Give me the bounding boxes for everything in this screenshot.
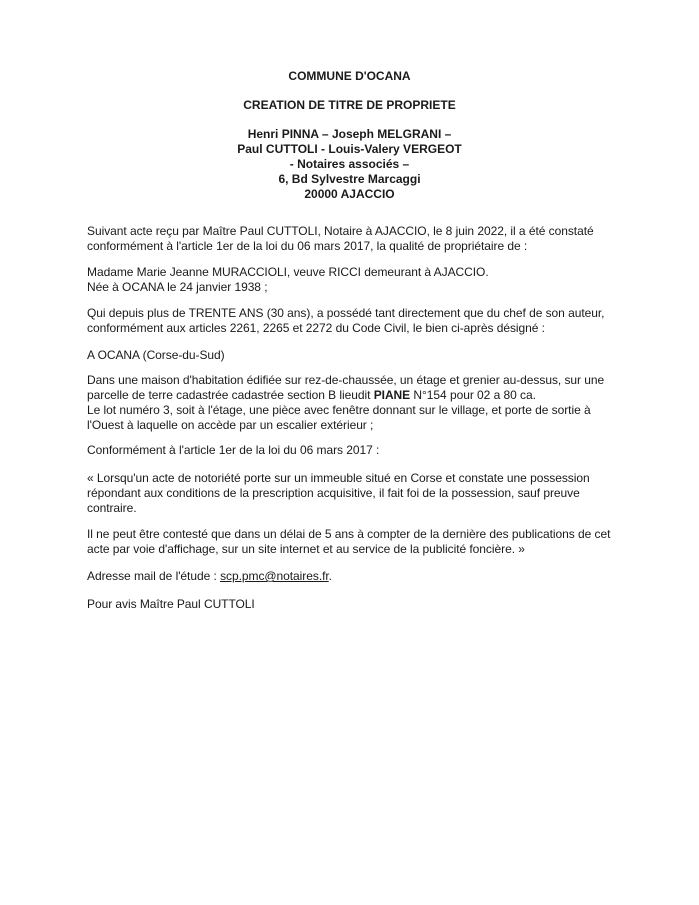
- owner-name-line: Madame Marie Jeanne MURACCIOLI, veuve RICCI demeurant à AJACCIO.: [87, 265, 489, 279]
- paragraph-contest-delay: [87, 527, 615, 557]
- paragraph-law-reference: [87, 443, 615, 458]
- paragraph-act-text: Suivant acte reçu par Maître Paul CUTTOLI, Notaire à AJACCIO, le 8 juin 2022, il a été constaté conformément à l'article 1er de la loi du 06 mars 2017, la qualité de propriétaire de :: [87, 224, 594, 253]
- paragraph-location-text: A OCANA (Corse-du-Sud): [87, 348, 225, 362]
- paragraph-possession-text: Qui depuis plus de TRENTE ANS (30 ans), a possédé tant directement que du chef de son auteur, conformément aux articles 2261, 2265 et 2272 du Code Civil, le bien ci-après désigné :: [87, 306, 605, 335]
- owner-birth-line: Née à OCANA le 24 janvier 1938 ;: [87, 280, 268, 294]
- email-line: [87, 569, 615, 584]
- notaries-line-3: - Notaires associés –: [289, 157, 410, 171]
- notaries-line-2: Paul CUTTOLI - Louis-Valery VERGEOT: [237, 142, 462, 156]
- paragraph-signature: [87, 597, 615, 612]
- notaries-line-1: Henri PINNA – Joseph MELGRANI –: [247, 127, 452, 141]
- paragraph-property-description: [87, 373, 615, 433]
- address-line-2: 20000 AJACCIO: [304, 187, 395, 201]
- property-lot-line: Le lot numéro 3, soit à l'étage, une pièce avec fenêtre donnant sur le village, et porte de sortie à l'Ouest à laquelle on accède par un escalier extérieur ;: [87, 403, 591, 432]
- paragraph-possession: [87, 306, 615, 336]
- lieudit-name: PIANE: [373, 388, 411, 402]
- email-link[interactable]: scp.pmc@notaires.fr: [220, 569, 329, 583]
- document-title-text: CREATION DE TITRE DE PROPRIETE: [243, 98, 456, 112]
- paragraph-contest-delay-text: Il ne peut être contesté que dans un délai de 5 ans à compter de la dernière des publications de cet acte par voie d'affichage, sur un site internet et au service de la publicité foncière. »: [87, 527, 611, 556]
- property-parcel-number: N°154 pour 02 a 80 ca.: [410, 388, 536, 402]
- email-label: Adresse mail de l'étude :: [87, 569, 221, 583]
- paragraph-email: [87, 569, 615, 584]
- notary-block: [0, 127, 699, 202]
- commune-heading: [0, 69, 699, 84]
- signature-text: Pour avis Maître Paul CUTTOLI: [87, 597, 255, 611]
- document-title: [0, 98, 699, 113]
- paragraph-owner: [87, 265, 615, 295]
- paragraph-act: [87, 224, 615, 254]
- paragraph-law-reference-text: Conformément à l'article 1er de la loi du 06 mars 2017 :: [87, 443, 380, 457]
- address-line-1: 6, Bd Sylvestre Marcaggi: [278, 172, 421, 186]
- paragraph-location: [87, 348, 615, 363]
- paragraph-law-quote: [87, 471, 615, 516]
- email-end: .: [328, 569, 332, 583]
- paragraph-law-quote-text: « Lorsqu'un acte de notoriété porte sur un immeuble situé en Corse et constate une possession répondant aux conditions de la prescription acquisitive, il fait foi de la possession, sauf preuve contraire.: [87, 471, 590, 515]
- property-parcel-text: Dans une maison d'habitation édifiée sur rez-de-chaussée, un étage et grenier au-dessus, sur une parcelle de terre cadastrée cadastrée section B lieudit: [87, 373, 605, 402]
- property-parcel-line: [87, 373, 615, 403]
- commune-heading-text: COMMUNE D'OCANA: [288, 69, 411, 83]
